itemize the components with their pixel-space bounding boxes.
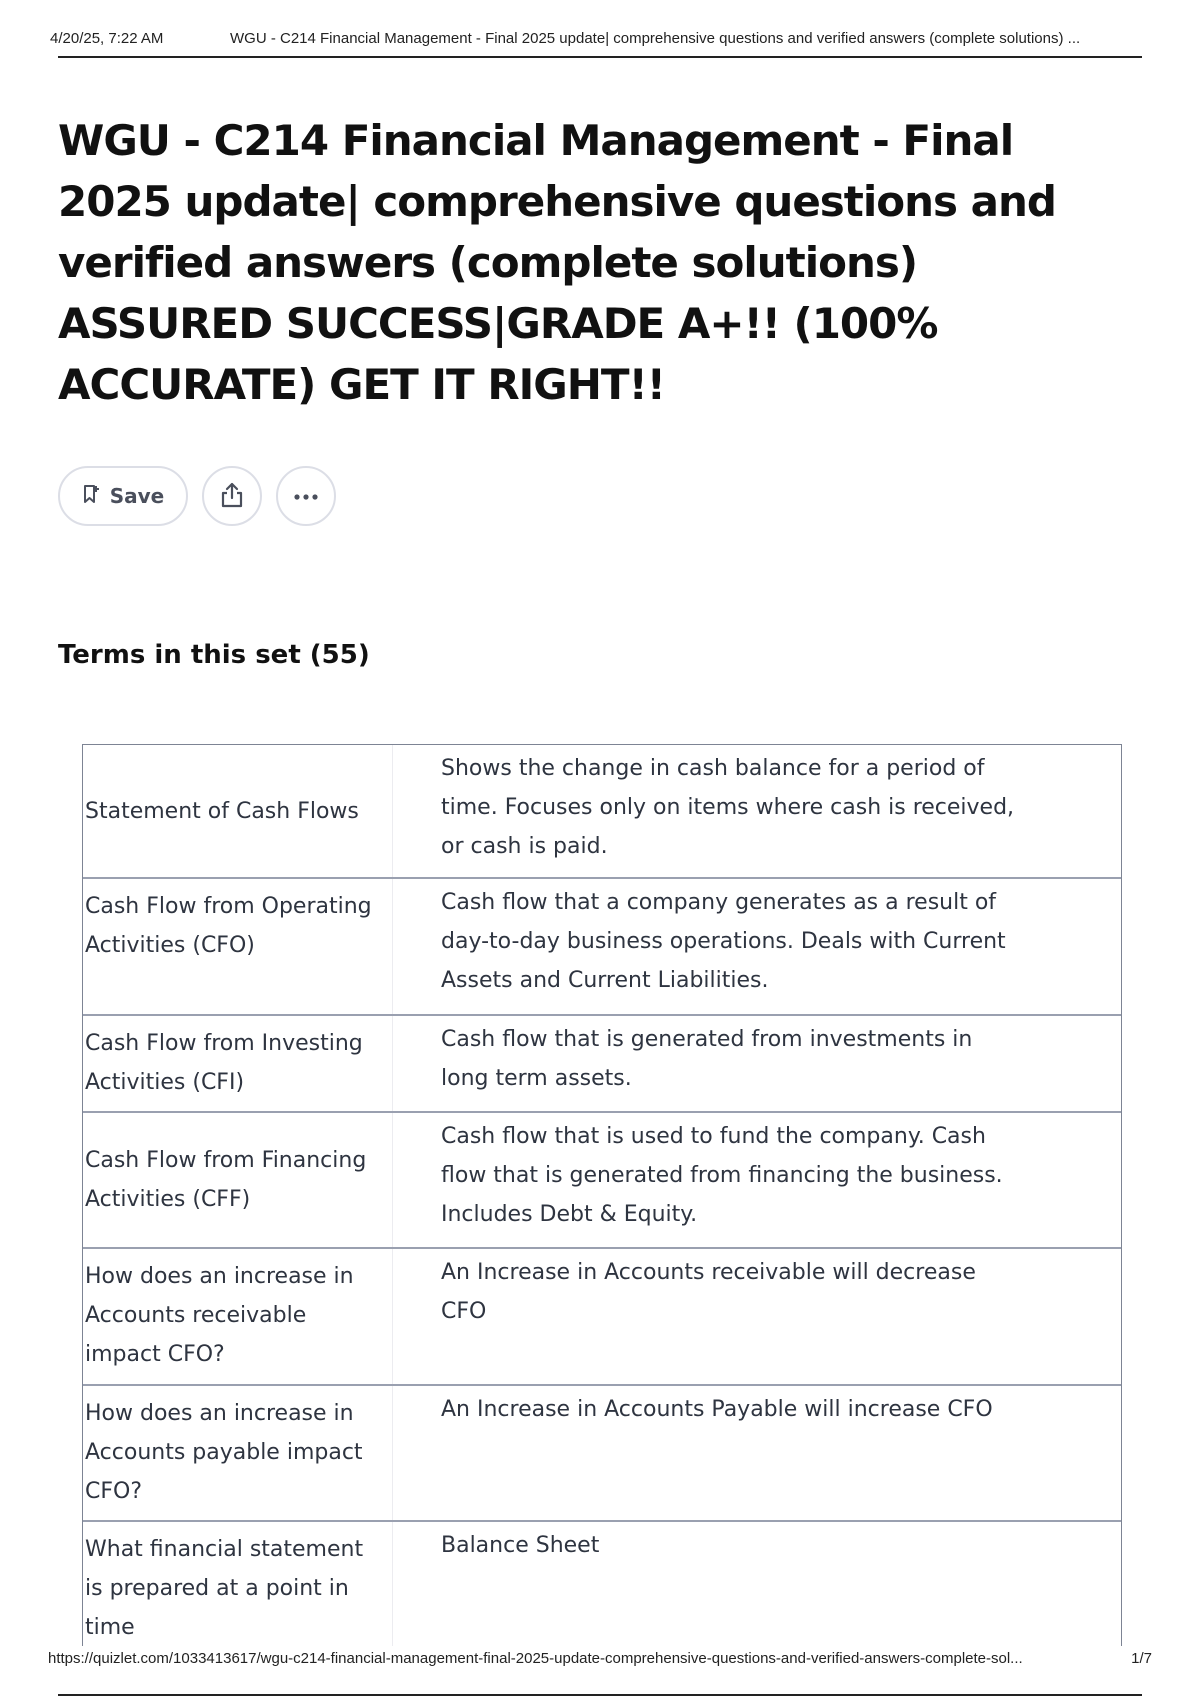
terms-heading: Terms in this set (55) <box>58 640 370 670</box>
term-row <box>83 1386 1121 1522</box>
action-bar <box>58 466 350 526</box>
term-row <box>83 1249 1121 1386</box>
print-header <box>50 26 1142 58</box>
footer-divider <box>58 1694 1142 1696</box>
term-definition: An Increase in Accounts Payable will increase CFO <box>441 1397 993 1422</box>
term-row <box>83 879 1121 1016</box>
print-date: 4/20/25, 7:22 AM <box>50 30 164 47</box>
term-word: Cash Flow from Investing Activities (CFI) <box>83 1016 393 1111</box>
term-row <box>83 1113 1121 1249</box>
term-definition: An Increase in Accounts receivable will decrease CFO <box>441 1260 976 1324</box>
more-options-button[interactable] <box>276 466 336 526</box>
page-title: WGU - C214 Financial Management - Final 2025 update| comprehensive questions and verified answers (complete solutions) ASSURED SUCCESS|GRADE A+!! (100% ACCURATE) GET IT RIGHT!! <box>58 116 1056 409</box>
share-icon <box>219 481 245 512</box>
footer-url: https://quizlet.com/1033413617/wgu-c214-financial-management-final-2025-update-comprehensive-questions-and-verified-answers-complete-sol... <box>48 1650 1023 1667</box>
term-definition: Shows the change in cash balance for a period of time. Focuses only on items where cash is received, or cash is paid. <box>441 756 1015 859</box>
terms-table <box>82 744 1122 1646</box>
term-definition: Cash flow that is generated from investments in long term assets. <box>441 1027 973 1091</box>
term-definition: Cash flow that a company generates as a result of day-to-day business operations. Deals with Current Assets and Current Liabilities. <box>441 890 1006 993</box>
term-word: What financial statement is prepared at a point in time <box>83 1522 393 1646</box>
share-button[interactable] <box>202 466 262 526</box>
term-definition: Cash flow that is used to fund the company. Cash flow that is generated from financing the business. Includes Debt & Equity. <box>441 1124 1003 1227</box>
term-word: How does an increase in Accounts payable impact CFO? <box>83 1386 393 1520</box>
term-row <box>83 1016 1121 1113</box>
bookmark-icon <box>82 484 100 509</box>
term-word: How does an increase in Accounts receivable impact CFO? <box>83 1249 393 1384</box>
term-word: Cash Flow from Operating Activities (CFO) <box>83 879 393 1014</box>
term-word: Cash Flow from Financing Activities (CFF) <box>83 1113 393 1247</box>
save-label: Save <box>109 484 165 508</box>
print-title: WGU - C214 Financial Management - Final 2025 update| comprehensive questions and verified answers (complete solutions) ... <box>230 30 1081 47</box>
save-button[interactable] <box>58 466 188 526</box>
term-word: Statement of Cash Flows <box>83 745 393 877</box>
term-definition: Balance Sheet <box>441 1533 600 1558</box>
term-row <box>83 745 1121 879</box>
more-icon <box>293 489 319 504</box>
term-row <box>83 1522 1121 1646</box>
page-number: 1/7 <box>1131 1650 1152 1667</box>
